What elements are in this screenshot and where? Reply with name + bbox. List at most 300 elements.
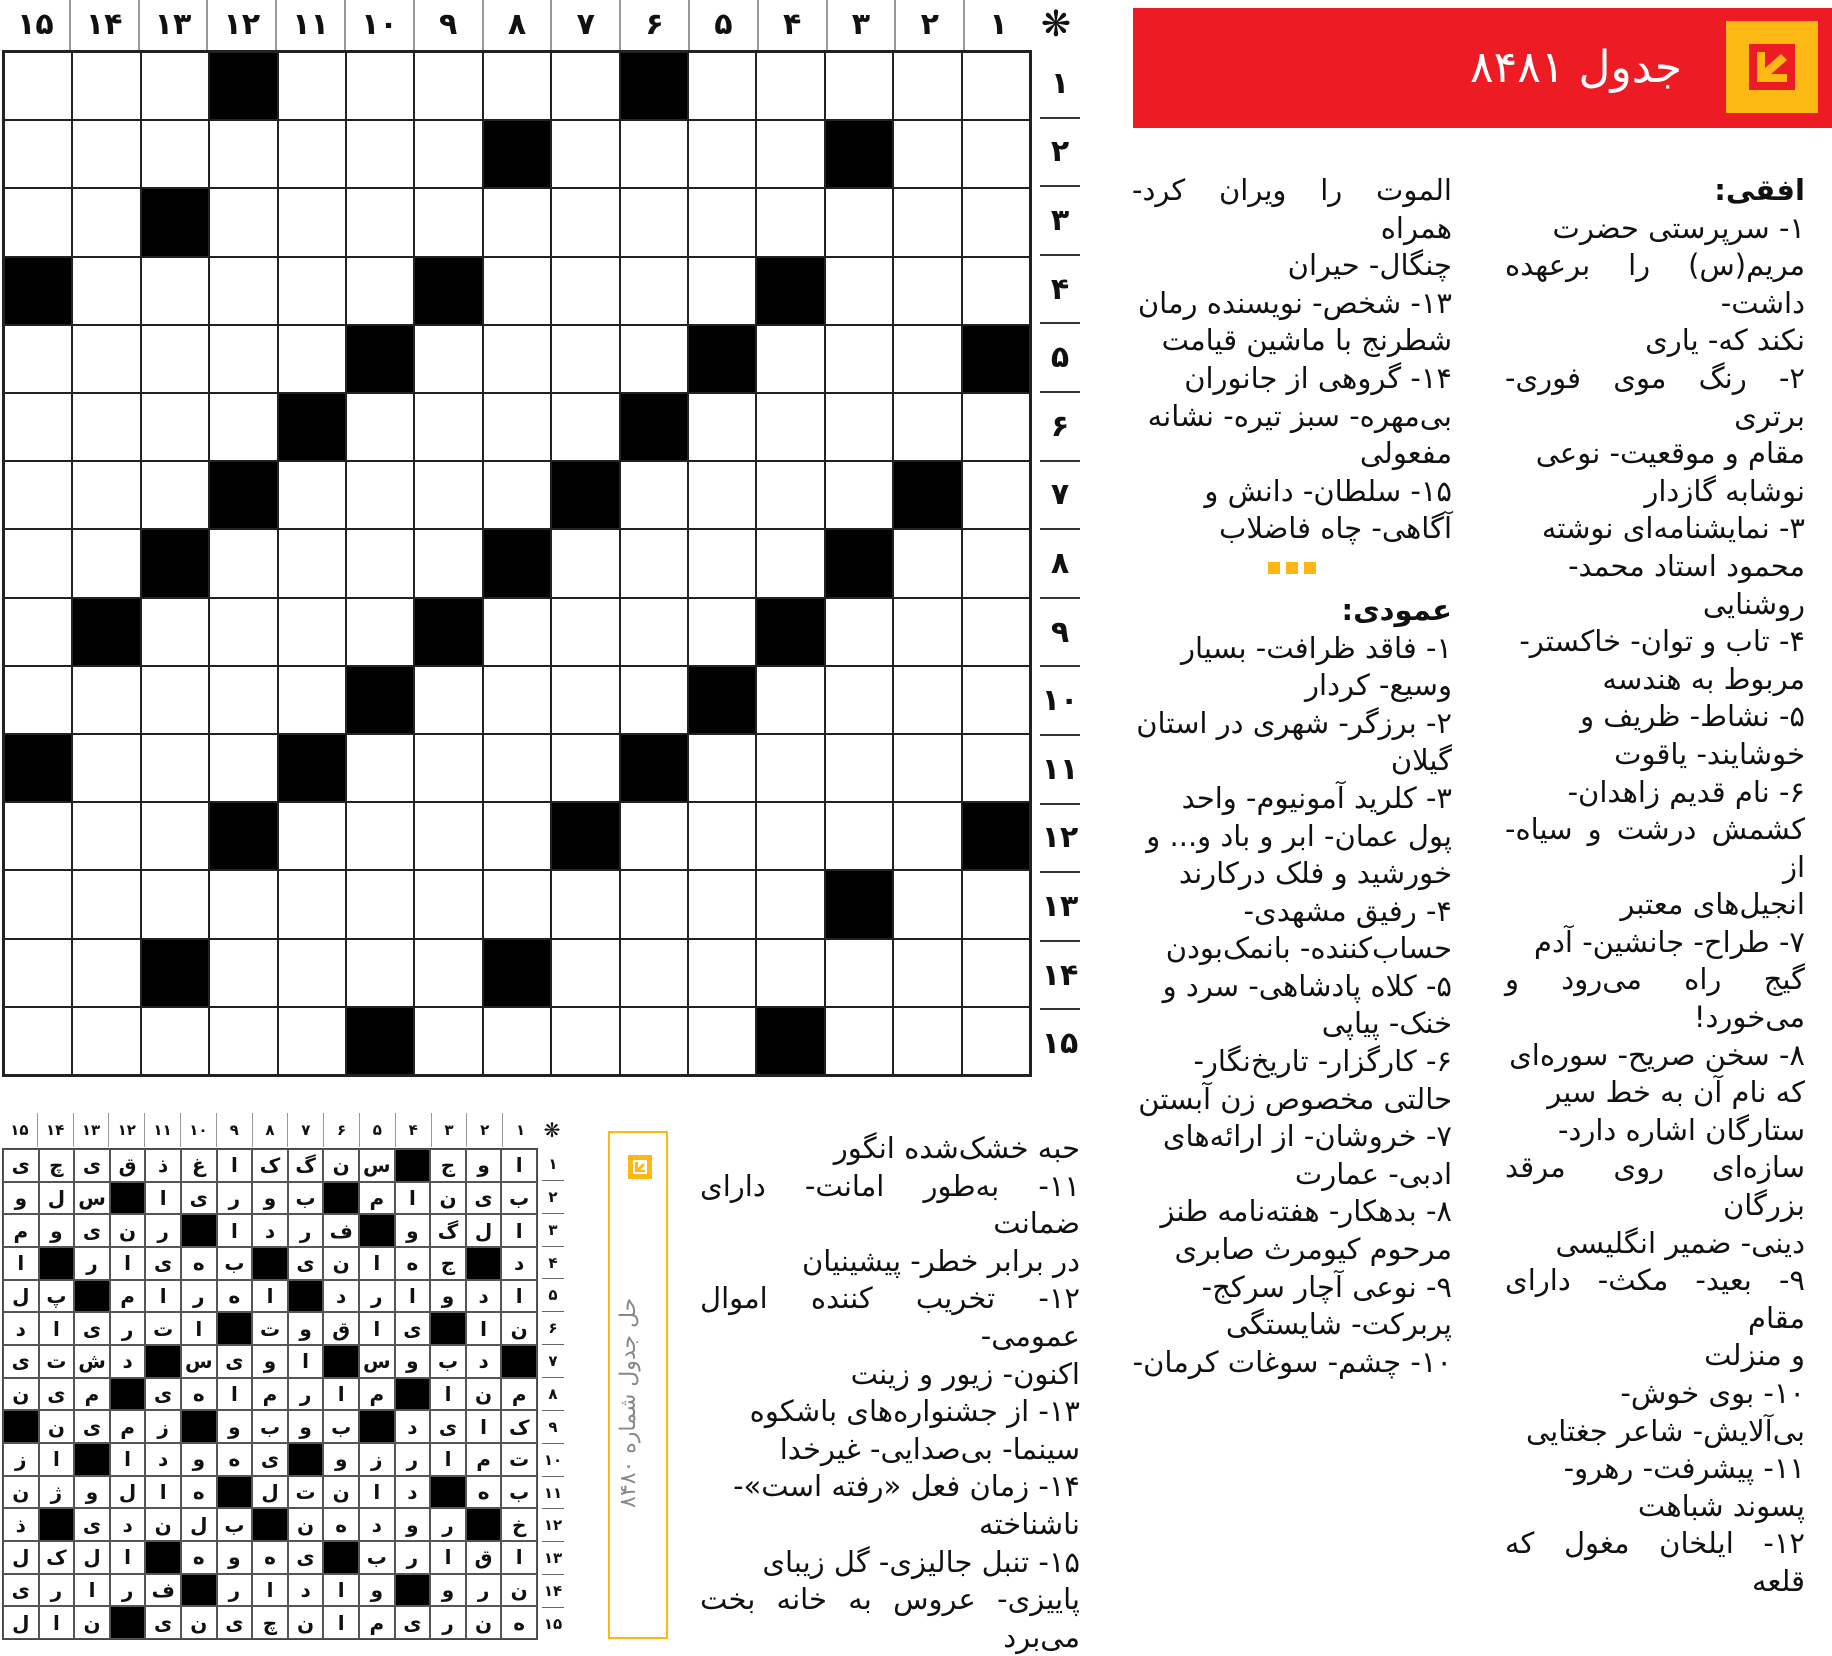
grid-cell[interactable] (893, 529, 961, 597)
grid-cell[interactable] (962, 393, 1030, 461)
grid-cell[interactable] (4, 52, 72, 120)
grid-cell[interactable] (962, 870, 1030, 938)
grid-cell[interactable] (825, 666, 893, 734)
grid-cell[interactable] (551, 188, 619, 256)
solution-black-cell (74, 1443, 110, 1476)
grid-cell[interactable] (551, 598, 619, 666)
grid-cell[interactable] (72, 325, 140, 393)
grid-cell[interactable] (825, 461, 893, 529)
grid-cell[interactable] (4, 802, 72, 870)
grid-cell[interactable] (414, 870, 482, 938)
solution-letter: ر (359, 1280, 395, 1313)
grid-cell[interactable] (72, 188, 140, 256)
solution-black-cell (110, 1182, 146, 1215)
grid-cell[interactable] (72, 120, 140, 188)
grid-cell[interactable] (756, 870, 824, 938)
solution-column-number: ۹ (216, 1113, 252, 1147)
solution-column-number: ۷ (287, 1113, 323, 1147)
grid-cell[interactable] (278, 52, 346, 120)
grid-cell[interactable] (688, 1007, 756, 1075)
grid-cell[interactable] (346, 120, 414, 188)
grid-cell[interactable] (209, 666, 277, 734)
grid-cell[interactable] (551, 529, 619, 597)
grid-cell[interactable] (551, 325, 619, 393)
grid-cell[interactable] (209, 325, 277, 393)
solution-letter: ت (288, 1476, 324, 1509)
solution-letter: پ (39, 1280, 75, 1313)
grid-cell[interactable] (483, 666, 551, 734)
column-number: ۱۲ (206, 0, 275, 50)
grid-cell[interactable] (620, 802, 688, 870)
clue-line: سینما- بی‌صدایی- غیرخدا (779, 1431, 1080, 1466)
grid-cell[interactable] (825, 393, 893, 461)
grid-cell[interactable] (278, 188, 346, 256)
solution-letter: ن (110, 1214, 146, 1247)
black-cell (825, 529, 893, 597)
column-number: ۶ (619, 0, 688, 50)
grid-cell[interactable] (688, 257, 756, 325)
row-number: ۹ (1040, 597, 1080, 666)
solution-letter: ل (252, 1476, 288, 1509)
grid-cell[interactable] (551, 939, 619, 1007)
solution-letter: ن (323, 1476, 359, 1509)
grid-cell[interactable] (278, 257, 346, 325)
grid-cell[interactable] (551, 120, 619, 188)
black-cell (278, 734, 346, 802)
grid-cell[interactable] (141, 666, 209, 734)
solution-letter: د (3, 1312, 39, 1345)
grid-cell[interactable] (756, 120, 824, 188)
solution-letter: و (217, 1410, 253, 1443)
solution-letter: ر (466, 1574, 502, 1607)
solution-letter: ه (217, 1280, 253, 1313)
grid-cell[interactable] (551, 1007, 619, 1075)
grid-cell[interactable] (620, 461, 688, 529)
grid-cell[interactable] (893, 325, 961, 393)
grid-cell[interactable] (141, 52, 209, 120)
grid-cell[interactable] (209, 393, 277, 461)
black-cell (825, 870, 893, 938)
solution-letter: س (359, 1149, 395, 1182)
solution-row-number: ۹ (542, 1410, 564, 1443)
solution-letter: ه (181, 1378, 217, 1411)
grid-cell[interactable] (688, 598, 756, 666)
grid-cell[interactable] (72, 257, 140, 325)
grid-cell[interactable] (756, 529, 824, 597)
grid-cell[interactable] (141, 325, 209, 393)
solution-letter: م (359, 1182, 395, 1215)
grid-cell[interactable] (414, 1007, 482, 1075)
row-number: ۱۴ (1040, 940, 1080, 1009)
grid-cell[interactable] (551, 870, 619, 938)
grid-cell[interactable] (346, 939, 414, 1007)
grid-cell[interactable] (688, 734, 756, 802)
grid-cell[interactable] (893, 802, 961, 870)
grid-cell[interactable] (825, 257, 893, 325)
grid-cell[interactable] (346, 802, 414, 870)
clue-line: خوشایند- یاقوت (1614, 736, 1805, 771)
solution-letter: ل (110, 1476, 146, 1509)
grid-cell[interactable] (278, 120, 346, 188)
grid-cell[interactable] (414, 52, 482, 120)
grid-cell[interactable] (483, 461, 551, 529)
solution-letter: ن (430, 1182, 466, 1215)
clue-line: ۱- سرپرستی حضرت (1552, 210, 1805, 245)
solution-column-number: ۸ (252, 1113, 288, 1147)
grid-cell[interactable] (141, 1007, 209, 1075)
grid-cell[interactable] (278, 666, 346, 734)
solution-letter: ل (74, 1541, 110, 1574)
solution-letter: ن (466, 1606, 502, 1639)
solution-letter: ن (501, 1574, 537, 1607)
grid-cell[interactable] (893, 52, 961, 120)
grid-cell[interactable] (756, 461, 824, 529)
grid-cell[interactable] (620, 257, 688, 325)
grid-cell[interactable] (278, 939, 346, 1007)
solution-letter: ا (430, 1443, 466, 1476)
grid-cell[interactable] (414, 393, 482, 461)
solution-black-cell (39, 1508, 75, 1541)
solution-letter: ی (145, 1378, 181, 1411)
grid-cell[interactable] (688, 188, 756, 256)
solution-letter: د (466, 1345, 502, 1378)
solution-letter: ا (288, 1345, 324, 1378)
clue-line: مریم(س) را برعهده داشت- (1505, 248, 1805, 320)
row-number: ۶ (1040, 391, 1080, 460)
grid-cell[interactable] (209, 188, 277, 256)
grid-cell[interactable] (72, 52, 140, 120)
solution-black-cell (217, 1312, 253, 1345)
grid-cell[interactable] (620, 666, 688, 734)
grid-cell[interactable] (209, 257, 277, 325)
grid-cell[interactable] (414, 120, 482, 188)
grid-cell[interactable] (688, 802, 756, 870)
solution-letter: ی (74, 1214, 110, 1247)
grid-cell[interactable] (893, 188, 961, 256)
grid-cell[interactable] (483, 393, 551, 461)
solution-letter: د (466, 1280, 502, 1313)
black-cell (414, 598, 482, 666)
column-number: ۱۱ (275, 0, 344, 50)
grid-cell[interactable] (551, 257, 619, 325)
solution-letter: و (323, 1443, 359, 1476)
grid-cell[interactable] (756, 188, 824, 256)
solution-black-cell (466, 1247, 502, 1280)
clue-line: انجیل‌های معتبر (1620, 887, 1805, 922)
solution-letter: د (359, 1508, 395, 1541)
grid-cell[interactable] (278, 1007, 346, 1075)
solution-letter: ن (323, 1149, 359, 1182)
grid-cell[interactable] (688, 939, 756, 1007)
grid-cell[interactable] (825, 52, 893, 120)
grid-cell[interactable] (825, 598, 893, 666)
grid-cell[interactable] (620, 120, 688, 188)
grid-cell[interactable] (414, 939, 482, 1007)
grid-cell[interactable] (346, 393, 414, 461)
crossword-grid (2, 50, 1032, 1077)
grid-cell[interactable] (756, 393, 824, 461)
clue-line: ۸- سخن صریح- سوره‌ای (1509, 1037, 1805, 1072)
grid-cell[interactable] (962, 666, 1030, 734)
grid-cell[interactable] (209, 529, 277, 597)
grid-cell[interactable] (483, 257, 551, 325)
grid-cell[interactable] (483, 1007, 551, 1075)
grid-cell[interactable] (346, 598, 414, 666)
section-divider (1132, 562, 1452, 574)
grid-cell[interactable] (4, 939, 72, 1007)
grid-cell[interactable] (141, 257, 209, 325)
black-cell (4, 734, 72, 802)
grid-cell[interactable] (893, 666, 961, 734)
grid-cell[interactable] (414, 325, 482, 393)
grid-cell[interactable] (414, 734, 482, 802)
grid-cell[interactable] (688, 870, 756, 938)
clue-line: ستارگان اشاره دارد- (1557, 1112, 1805, 1147)
solution-letter: ب (217, 1247, 253, 1280)
grid-cell[interactable] (825, 734, 893, 802)
grid-cell[interactable] (962, 188, 1030, 256)
solution-letter: ا (39, 1312, 75, 1345)
solution-letter: د (395, 1410, 431, 1443)
grid-cell[interactable] (756, 325, 824, 393)
grid-cell[interactable] (962, 461, 1030, 529)
grid-cell[interactable] (483, 734, 551, 802)
column-number: ۱۳ (138, 0, 207, 50)
row-number: ۷ (1040, 460, 1080, 529)
grid-cell[interactable] (825, 188, 893, 256)
grid-cell[interactable] (346, 870, 414, 938)
clue-line: ۱۵- تنبل جالیزی- گل زیبای (762, 1544, 1080, 1579)
grid-cell[interactable] (414, 188, 482, 256)
clue-line: ۴- تاب و توان- خاکستر- (1519, 624, 1805, 659)
grid-cell[interactable] (825, 1007, 893, 1075)
grid-cell[interactable] (483, 802, 551, 870)
grid-cell[interactable] (825, 939, 893, 1007)
grid-cell[interactable] (893, 257, 961, 325)
grid-cell[interactable] (483, 325, 551, 393)
grid-cell[interactable] (278, 802, 346, 870)
grid-cell[interactable] (209, 870, 277, 938)
grid-cell[interactable] (962, 939, 1030, 1007)
clue-section-heading: افقی: (1714, 173, 1805, 207)
grid-cell[interactable] (756, 939, 824, 1007)
grid-cell[interactable] (4, 870, 72, 938)
grid-cell[interactable] (483, 188, 551, 256)
grid-cell[interactable] (72, 939, 140, 1007)
grid-cell[interactable] (141, 120, 209, 188)
grid-cell[interactable] (414, 802, 482, 870)
clues-column-right (1505, 172, 1805, 1601)
grid-cell[interactable] (141, 598, 209, 666)
solution-letter: ی (74, 1312, 110, 1345)
solution-letter: ه (466, 1476, 502, 1509)
grid-cell[interactable] (278, 870, 346, 938)
grid-cell[interactable] (141, 870, 209, 938)
grid-cell[interactable] (72, 461, 140, 529)
grid-cell[interactable] (346, 529, 414, 597)
grid-cell[interactable] (893, 734, 961, 802)
grid-cell[interactable] (72, 1007, 140, 1075)
grid-cell[interactable] (141, 393, 209, 461)
clue-line: ۱۳- از جشنواره‌های باشکوه (749, 1394, 1080, 1429)
grid-cell[interactable] (4, 461, 72, 529)
solution-letter: ا (39, 1443, 75, 1476)
grid-cell[interactable] (893, 1007, 961, 1075)
grid-cell[interactable] (756, 734, 824, 802)
grid-cell[interactable] (962, 257, 1030, 325)
clue-line: ۶- کارگزار- تاریخ‌نگار- (1193, 1044, 1452, 1079)
grid-cell[interactable] (278, 598, 346, 666)
grid-cell[interactable] (893, 598, 961, 666)
solution-letter: ن (288, 1606, 324, 1639)
grid-cell[interactable] (688, 120, 756, 188)
grid-cell[interactable] (962, 734, 1030, 802)
black-cell (620, 393, 688, 461)
clue-line: ۱۱- به‌طور امانت- دارای ضمانت (700, 1168, 1080, 1241)
solution-letter: م (359, 1606, 395, 1639)
grid-cell[interactable] (346, 188, 414, 256)
grid-cell[interactable] (414, 529, 482, 597)
grid-cell[interactable] (688, 529, 756, 597)
grid-cell[interactable] (962, 120, 1030, 188)
grid-cell[interactable] (620, 870, 688, 938)
grid-cell[interactable] (346, 734, 414, 802)
grid-cell[interactable] (962, 1007, 1030, 1075)
solution-column-number: ۱۰ (180, 1113, 216, 1147)
solution-letter: ا (217, 1378, 253, 1411)
grid-cell[interactable] (893, 393, 961, 461)
grid-cell[interactable] (278, 529, 346, 597)
grid-cell[interactable] (483, 52, 551, 120)
grid-cell[interactable] (688, 393, 756, 461)
grid-cell[interactable] (346, 257, 414, 325)
grid-cell[interactable] (620, 529, 688, 597)
grid-cell[interactable] (893, 939, 961, 1007)
clue-line: پسوند شباهت (1637, 1488, 1805, 1523)
solution-black-cell (359, 1214, 395, 1247)
grid-cell[interactable] (551, 734, 619, 802)
grid-cell[interactable] (962, 52, 1030, 120)
grid-cell[interactable] (4, 1007, 72, 1075)
solution-letter: و (74, 1476, 110, 1509)
solution-letter: ن (3, 1476, 39, 1509)
grid-cell[interactable] (756, 802, 824, 870)
solution-letter: و (252, 1345, 288, 1378)
grid-cell[interactable] (620, 1007, 688, 1075)
grid-cell[interactable] (688, 461, 756, 529)
solution-black-cell (74, 1280, 110, 1313)
solution-letter: ک (252, 1149, 288, 1182)
solution-letter: ا (145, 1182, 181, 1215)
solution-row-number: ۳ (542, 1213, 564, 1246)
grid-cell[interactable] (4, 666, 72, 734)
grid-cell[interactable] (141, 734, 209, 802)
grid-cell[interactable] (483, 598, 551, 666)
solution-black-cell (395, 1149, 431, 1182)
solution-letter: ر (395, 1443, 431, 1476)
grid-cell[interactable] (551, 52, 619, 120)
grid-cell[interactable] (551, 393, 619, 461)
grid-cell[interactable] (688, 52, 756, 120)
solution-row-number: ۵ (542, 1278, 564, 1311)
grid-cell[interactable] (346, 461, 414, 529)
black-cell (962, 802, 1030, 870)
grid-cell[interactable] (209, 120, 277, 188)
grid-cell[interactable] (4, 120, 72, 188)
clue-line: ۱۵- سلطان- دانش و (1204, 473, 1452, 508)
grid-cell[interactable] (893, 120, 961, 188)
grid-cell[interactable] (962, 529, 1030, 597)
solution-black-cell (181, 1574, 217, 1607)
grid-cell[interactable] (72, 666, 140, 734)
solution-black-cell (359, 1410, 395, 1443)
grid-cell[interactable] (209, 1007, 277, 1075)
grid-cell[interactable] (893, 870, 961, 938)
black-cell (483, 939, 551, 1007)
grid-cell[interactable] (414, 666, 482, 734)
solution-letter: ز (359, 1443, 395, 1476)
grid-cell[interactable] (72, 529, 140, 597)
grid-cell[interactable] (278, 325, 346, 393)
clue-line: ۹- نوعی آچار سرکج- (1201, 1269, 1452, 1304)
grid-cell[interactable] (756, 52, 824, 120)
grid-cell[interactable] (209, 598, 277, 666)
grid-cell[interactable] (4, 188, 72, 256)
solution-letter: ر (145, 1214, 181, 1247)
solution-letter: ه (252, 1541, 288, 1574)
grid-cell[interactable] (620, 188, 688, 256)
grid-cell[interactable] (209, 939, 277, 1007)
grid-cell[interactable] (72, 393, 140, 461)
grid-cell[interactable] (346, 52, 414, 120)
solution-letter: ر (110, 1312, 146, 1345)
solution-letter: ن (323, 1247, 359, 1280)
solution-black-cell (39, 1247, 75, 1280)
grid-cell[interactable] (620, 939, 688, 1007)
grid-cell[interactable] (4, 393, 72, 461)
grid-cell[interactable] (756, 666, 824, 734)
grid-cell[interactable] (141, 802, 209, 870)
grid-cell[interactable] (825, 325, 893, 393)
grid-cell[interactable] (72, 802, 140, 870)
grid-cell[interactable] (483, 870, 551, 938)
clue-line: سازه‌ای روی مرقد بزرگان (1505, 1150, 1805, 1223)
grid-cell[interactable] (962, 598, 1030, 666)
grid-cell[interactable] (414, 461, 482, 529)
row-number: ۱۱ (1040, 734, 1080, 803)
black-cell (551, 461, 619, 529)
solution-letter: د (110, 1508, 146, 1541)
grid-cell[interactable] (825, 802, 893, 870)
grid-cell[interactable] (72, 734, 140, 802)
solution-letter: ر (217, 1574, 253, 1607)
grid-cell[interactable] (72, 870, 140, 938)
grid-cell[interactable] (4, 598, 72, 666)
grid-cell[interactable] (620, 325, 688, 393)
solution-column-number: ۱۱ (144, 1113, 180, 1147)
grid-cell[interactable] (4, 325, 72, 393)
grid-cell[interactable] (4, 529, 72, 597)
solution-row-number: ۴ (542, 1246, 564, 1279)
clue-line: خنک- پیاپی (1321, 1006, 1452, 1041)
grid-cell[interactable] (551, 666, 619, 734)
solution-black-cell (501, 1345, 537, 1378)
grid-cell[interactable] (209, 734, 277, 802)
grid-cell[interactable] (278, 461, 346, 529)
clue-line: مربوط به هندسه (1602, 661, 1805, 696)
grid-cell[interactable] (141, 461, 209, 529)
grid-cell[interactable] (620, 598, 688, 666)
